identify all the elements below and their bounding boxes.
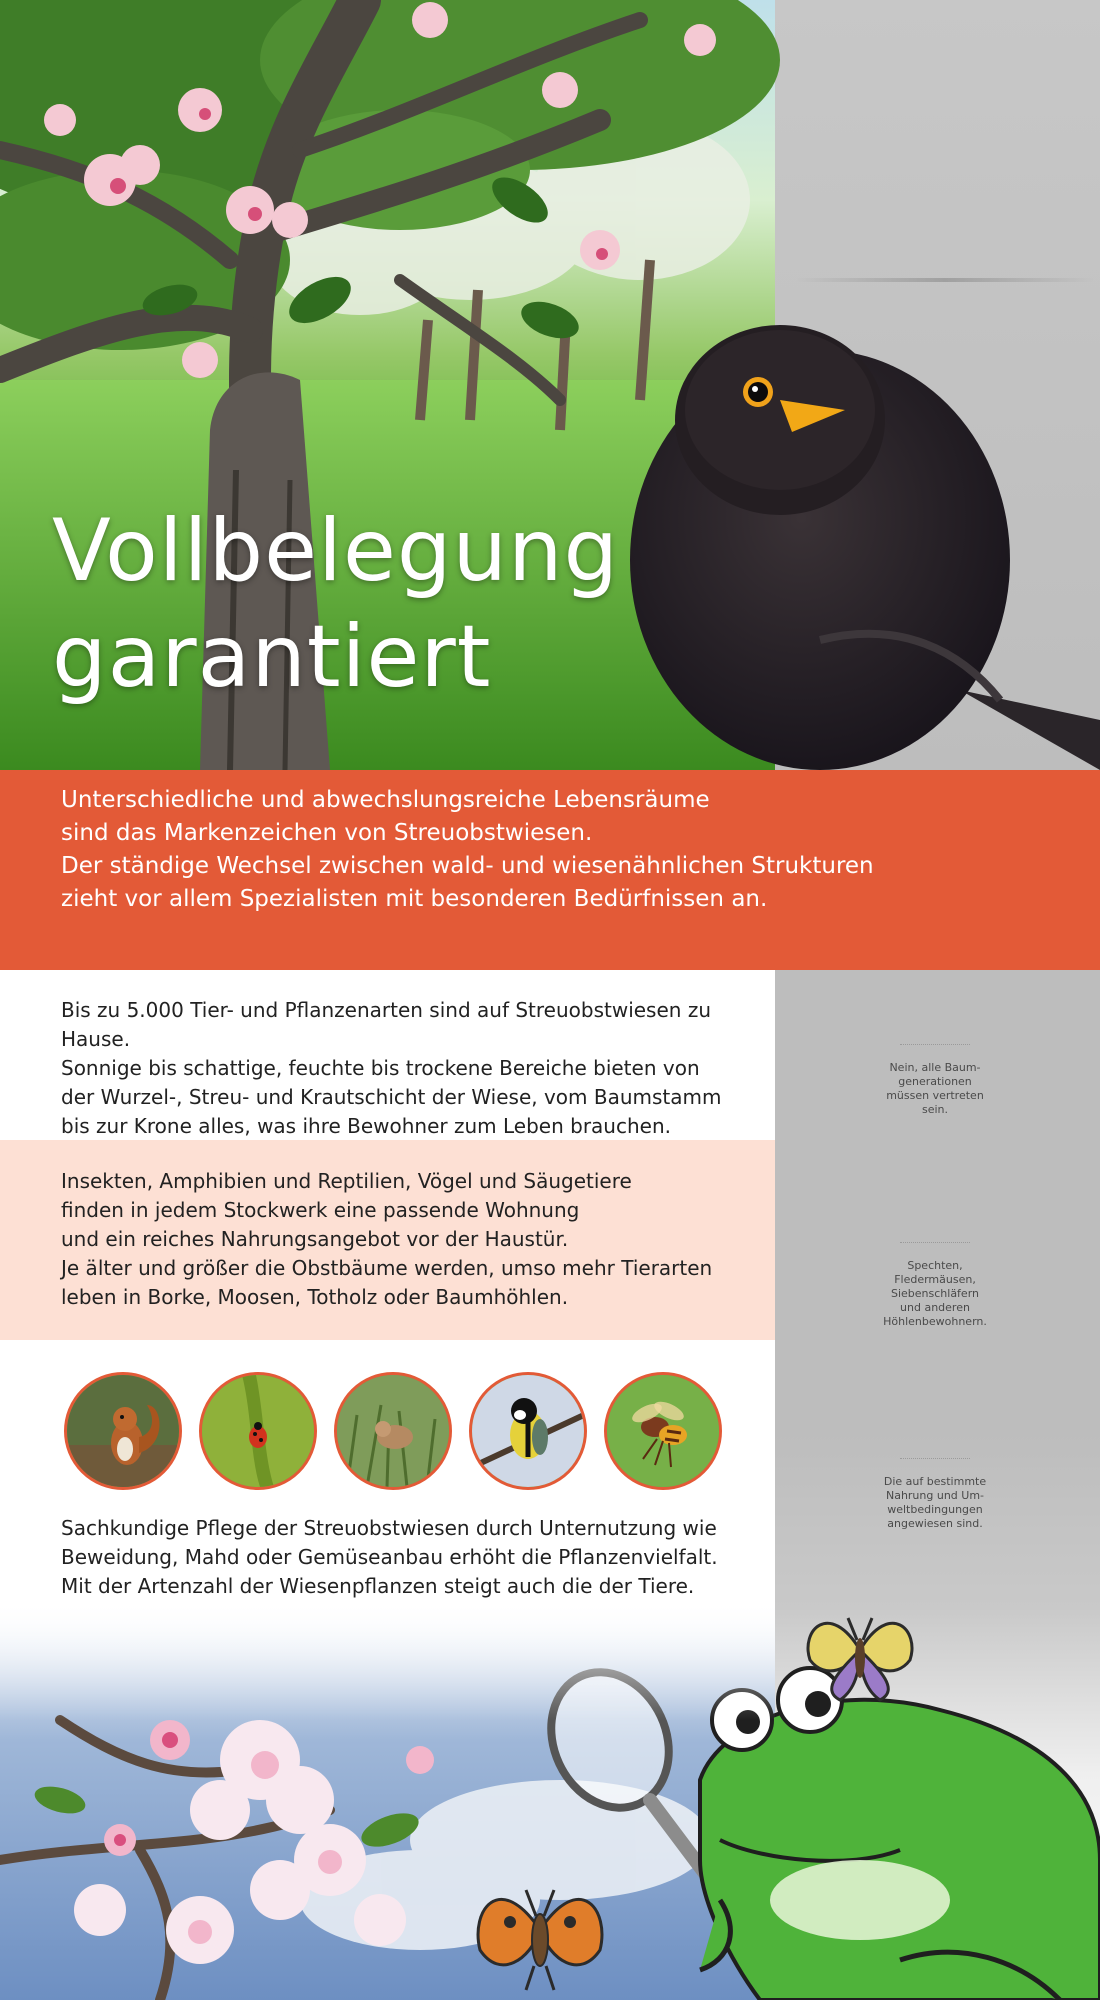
title-line-1: Vollbelegung bbox=[52, 501, 620, 601]
bird-in-grass-photo-icon bbox=[334, 1372, 452, 1490]
animals-paragraph: Insekten, Amphibien und Reptilien, Vögel und Säugetiere finden in jedem Stockwerk eine passende Wohnung und ein reiches Nahrungsangebot vor der Haustür. Je älter und größer die Obstbäume werden, umso mehr Tierarten leben in Borke, Moosen, Totholz oder Baumhöhlen. bbox=[61, 1169, 713, 1309]
section-animals bbox=[0, 1140, 775, 1340]
intro-band bbox=[0, 770, 1100, 970]
section-habitats bbox=[0, 970, 775, 1140]
title-line-2: garantiert bbox=[52, 607, 492, 707]
intro-line: sind das Markenzeichen von Streuobstwiesen. bbox=[61, 820, 593, 846]
squirrel-photo-icon bbox=[64, 1372, 182, 1490]
intro-line: zieht vor allem Spezialisten mit besonderen Bedürfnissen an. bbox=[61, 886, 768, 912]
intro-paragraph bbox=[61, 784, 1061, 916]
care-paragraph: Sachkundige Pflege der Streuobstwiesen durch Unternutzung wie Beweidung, Mahd oder Gemüseanbau erhöht die Pflanzenvielfalt. Mit der Artenzahl der Wiesenpflanzen steigt auch die der Tiere. bbox=[61, 1516, 718, 1598]
ladybug-photo-icon bbox=[199, 1372, 317, 1490]
intro-line: Unterschiedliche und abwechslungsreiche Lebensräume bbox=[61, 787, 710, 813]
habitats-paragraph: Bis zu 5.000 Tier- und Pflanzenarten sind auf Streuobstwiesen zu Hause. Sonnige bis schattige, feuchte bis trockene Bereiche bieten von der Wurzel-, Streu- und Krautschicht der Wiese, vom Baumstamm bis zur Krone alles, was ihre Bewohner zum Leben brauchen. bbox=[61, 998, 722, 1138]
side-note-1: Nein, alle Baum- generationen müssen vertreten sein. bbox=[870, 1044, 1000, 1117]
bottom-fade bbox=[0, 1600, 775, 1720]
side-note-3: Die auf bestimmte Nahrung und Um- weltbedingungen angewiesen sind. bbox=[870, 1458, 1000, 1531]
hero-photo bbox=[0, 0, 1100, 770]
side-note-2: Spechten, Fledermäusen, Siebenschläfern und anderen Höhlenbewohnern. bbox=[870, 1242, 1000, 1329]
great-tit-photo-icon bbox=[469, 1372, 587, 1490]
page-title bbox=[52, 498, 702, 710]
intro-line: Der ständige Wechsel zwischen wald- und wiesenähnlichen Strukturen bbox=[61, 853, 874, 879]
hornet-photo-icon bbox=[604, 1372, 722, 1490]
